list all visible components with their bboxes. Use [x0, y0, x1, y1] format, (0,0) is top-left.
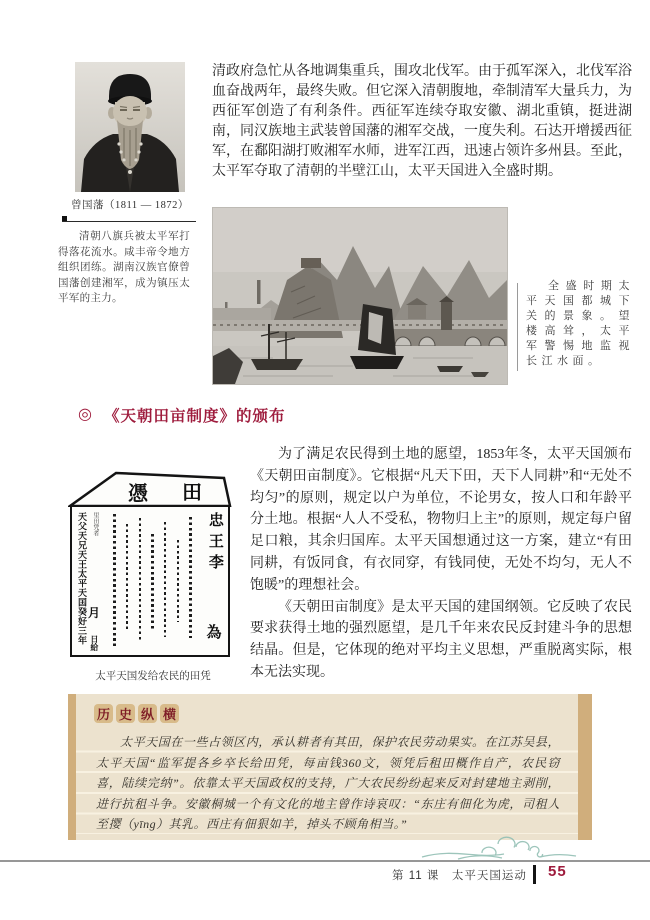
history-box-left-strip	[68, 694, 76, 840]
section-heading-row	[78, 404, 285, 426]
deed-text-column	[126, 524, 129, 631]
history-badge: 纵	[138, 704, 157, 723]
body-paragraph-land-system: 为了满足农民得到土地的愿望，1853年冬，太平天国颁布《天朝田亩制度》。它根据“凡天下田，天下人同耕”和“无处不均匀”的原则，规定以户为单位，不论男女，按人口和年龄平分土地。根据“人人不受私，物物归上主”的原则，规定每户留足口粮，其余归国库。太平天国想通过这一方案，建立“有田同耕，有饭同食，有衣同穿，有钱同使，无处不均匀，无人不饱暖”的理想社会。	[250, 447, 632, 593]
deed-text-column	[113, 514, 116, 646]
deed-signature-column	[204, 512, 224, 651]
history-box-header	[94, 704, 179, 723]
side-note-divider	[62, 221, 196, 222]
footer-divider	[533, 865, 536, 884]
deed-month-char: 月	[87, 606, 100, 621]
footer-page-number: 55	[548, 863, 567, 880]
zeng-guofan-portrait-image	[75, 62, 185, 192]
deed-text-column	[164, 522, 167, 637]
deed-loyal-king-chars: 忠王李	[206, 512, 223, 575]
land-deed-lid	[68, 469, 232, 507]
deed-text-column	[177, 540, 180, 622]
history-sidebar-box	[68, 694, 592, 840]
section-bullet-icon: ◎	[78, 406, 92, 423]
deed-text-column	[139, 518, 142, 641]
land-deed-caption: 太平天国发给农民的田凭	[95, 671, 211, 682]
history-box-text: 太平天国在一些占领区内，承认耕者有其田，保护农民劳动果实。在江苏吴县，太平天国“监军提各乡卒长给田凭，每亩钱360文，领凭后租田概作自产，农民窃喜，陆续完纳”。依靠太平天国政权的支持，广大农民纷纷起来反对封建地主剥削，进行抗租斗争。安徽桐城一个有文化的地主曾作诗哀叹：“东庄有佃化为虎，司租人至撄（yīng）其乳。西庄有佃狠如羊，掉头不顾角相当。”	[76, 732, 578, 834]
deed-text-column	[189, 517, 192, 638]
body-paragraph-evaluation: 《天朝田亩制度》是太平天国的建国纲领。它反映了农民要求获得土地的强烈愿望，是几千年来农民反封建斗争的思想结晶。但是，它体现的绝对平均主义思想，严重脱离实际，根本无法实现。	[250, 599, 632, 680]
deed-fine-print-columns	[101, 512, 204, 651]
deed-day-chars: 日給	[89, 635, 99, 651]
history-box-right-strip	[578, 694, 592, 840]
land-deed-figure	[68, 469, 238, 688]
portrait-caption: 曾国藩（1811 — 1872）	[71, 200, 189, 211]
deed-wei-char: 為	[206, 625, 222, 642]
deed-small-text: 里田凭者	[91, 512, 98, 536]
deed-title-char-left: 憑	[128, 483, 148, 505]
xiaguan-painting-image	[212, 207, 508, 385]
history-badge: 史	[116, 704, 135, 723]
section-heading: 《天朝田亩制度》的颁布	[103, 408, 286, 425]
painting-caption-rule	[517, 283, 518, 371]
side-note-xiang-army: 清朝八旗兵被太平军打得落花流水。咸丰帝令地方组织团练。湖南汉族官僚曾国藩创建湘军，成为镇压太平军的主力。	[58, 231, 190, 304]
footer-rule	[0, 860, 650, 862]
body-paragraph-north-expedition: 清政府急忙从各地调集重兵，围攻北伐军。由于孤军深入，北伐军浴血奋战两年，最终失败。但它深入清朝腹地，牵制清军大量兵力，为西征军创造了有利条件。西征军连续夺取安徽、湖北重镇，挺进湖南，同汉族地主武装曾国藩的湘军交战，一度失利。石达开增援西征军，在鄱阳湖打败湘军水师，进军江西，迅速占领许多州县。至此，太平军夺取了清朝的半壁江山，太平天国进入全盛时期。	[212, 64, 632, 179]
history-badge: 横	[160, 704, 179, 723]
land-deed-body	[70, 507, 230, 657]
deed-date-column: 天父天兄天王太平天囯癸好三年	[77, 512, 87, 645]
footer-lesson-label: 第 11 课 太平天国运动	[392, 870, 527, 882]
deed-text-column	[151, 534, 154, 630]
deed-title-char-right: 田	[182, 482, 202, 504]
section-body	[68, 444, 632, 692]
cloud-decoration	[418, 832, 580, 862]
painting-caption: 全盛时期太平天国都城下关的景象。望楼高耸，太平军警惕地监视长江水面。	[526, 280, 634, 367]
history-badge: 历	[94, 704, 113, 723]
deed-date-column-2	[87, 512, 101, 651]
